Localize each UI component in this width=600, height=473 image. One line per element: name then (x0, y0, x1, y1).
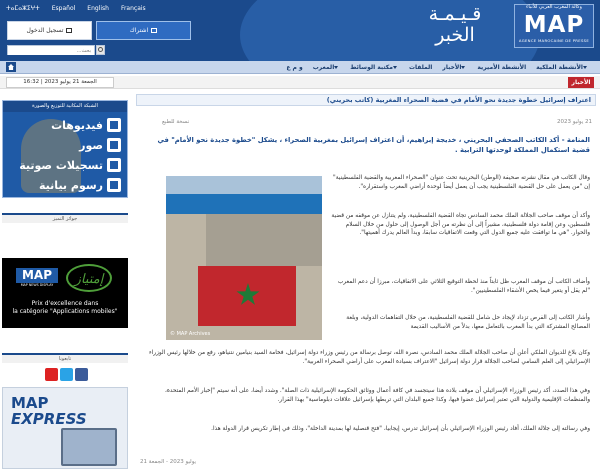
media-videos[interactable] (51, 117, 121, 133)
nav-media-library[interactable]: مكتبة الوسائط (345, 61, 404, 74)
award-text-line2: la catégorie "Applications mobiles" (12, 308, 118, 315)
search-box (7, 45, 95, 55)
image-caption: © MAP Archives (170, 331, 211, 337)
nav-files[interactable]: الملفات (408, 64, 433, 71)
chevron-down-icon (393, 66, 397, 69)
ticker-label: الأخبار (568, 77, 594, 88)
lang-spanish[interactable]: Español (51, 5, 76, 12)
article (136, 94, 596, 473)
follow-us-title: تابعونا (2, 353, 128, 363)
media-photos[interactable] (79, 137, 121, 153)
award-text-line1: Prix d'excellence dans (31, 300, 99, 307)
article-paragraph: وأضاف الكاتب أن موقف المغرب ظل ثابتاً منذ لحظة التوقيع الثلاثي على الاتفاقيات، مبرزا أن دعم المغرب "لم يقل أو يتغير فيما يخص الأشقاء الفلسطينيين". (337, 279, 590, 294)
award-map-sub: MAP NEWS DISPLAY (20, 283, 54, 287)
awards-title: جوائز التميز (2, 213, 128, 223)
search-input[interactable] (8, 47, 94, 55)
logo-subtitle: AGENCE MAROCAINE DE PRESSE (518, 38, 590, 43)
login-button[interactable] (7, 21, 92, 40)
article-paragraph: وأشار الكاتب إلى الفرص تزداد لإيجاد حل شامل للقضية الفلسطينية، من خلال التفاهمات الدولية، وبلغة المصالح المشتركة التي بدأ المغرب بالتعامل معها، بدلاً من الأساليب القديمة (346, 315, 590, 330)
home-icon[interactable] (6, 62, 16, 72)
article-paragraph: وفي رسالته إلى جلالة الملك، أفاد رئيس الوزراء الإسرائيلي بأن إسرائيل تدرس، إيجابيا، "فتح قنصلية لها بمدينة الداخلة"، وذلك في إطار تكريس قرار الدولة هذا. (211, 426, 590, 432)
image-town (206, 214, 322, 266)
twitter-icon[interactable] (60, 368, 73, 381)
award-map-logo: MAP (16, 268, 58, 283)
logo-caption: وكالة المغرب العربي للأنباء (526, 4, 582, 10)
ticker-date: الجمعة 21 يوليو 2023 | 16:32 (6, 77, 114, 88)
search-icon (98, 47, 103, 52)
media-infographics-label: رسوم بيانية (39, 178, 103, 192)
video-icon (107, 118, 121, 132)
express-word-text: EXPRESS (11, 410, 87, 428)
sidebar (0, 100, 130, 473)
award-emtiaz-logo: إمتياز (66, 264, 112, 292)
media-videos-label: فيديوهات (51, 118, 103, 132)
media-library-block (2, 100, 128, 198)
nav-map[interactable]: و م ع (286, 64, 303, 71)
user-icon (151, 28, 157, 33)
article-paragraph: وقال الكاتب في مقال نشرته صحيفة (الوطن) البحرينية تحت عنوان "الصحراء المغربية والقضية الفلسطينية" إن "من يعمل على حل القضية الفلسطينية يجب أن يعمل أيضاً لوحدة أراضي المغرب واستقراره". (333, 175, 590, 190)
brand-title-bottom: الخبر (435, 24, 475, 46)
article-paragraph: وأكد أن موقف صاحب الجلالة الملك محمد السادس تجاه القضية الفلسطينية، ولم يتنازل عن موقفه من قضية فلسطين، وعن إقامة دولة فلسطينية، مشيراً إلى أن نظرته من أجل الوصول إلى حلول من خلال السلام والحوار. "هي ما توافقت عليه جميع الدول التي وقعت الاتفاقيات سابقا، وبدأ العالم يدرك أهميتها". (331, 213, 590, 237)
article-paragraph: وفي هذا الصدد، أكد رئيس الوزراء الإسرائيلي أن موقف بلاده هذا سيتجسد في كافة أعمال ووثائق الحكومة الإسرائيلية ذات الصلة". وشدد أيضا، على أنه سيتم "إخبار الأمم المتحدة، والمنظمات الإقليمية والدولية التي تعتبر إسرائيل عضوا فيها، وكذا جميع البلدان التي تربطها بإسرائيل علاقات دبلوماسية" بهذا القرار. (164, 388, 590, 403)
article-footer-date: 21 يوليو 2023 - الجمعة (140, 459, 197, 465)
media-library-title: الشبكة المكانية للتوزيع والصورة (3, 101, 127, 112)
article-date: 21 يوليو 2023 (556, 119, 592, 125)
express-map-text: MAP (11, 394, 49, 412)
youtube-icon[interactable] (45, 368, 58, 381)
brand-title-top: قـيـمـة (428, 3, 482, 25)
media-photos-label: صور (79, 138, 103, 152)
social-links (45, 368, 88, 381)
chevron-down-icon (461, 66, 465, 69)
nav-royal-activities[interactable]: الأنشطة الملكية (531, 61, 594, 74)
article-lead: المنامة - أكد الكاتب الصحفي البحريني ، خديجة إبراهيم، أن اعتراف إسرائيل بمغربية الصحراء ، يشكل "خطوة جديدة نحو الأمام" في قضية استكمال المملكة لوحدتها الترابية . (157, 136, 590, 154)
nav-items (281, 61, 594, 74)
chevron-down-icon (334, 66, 338, 69)
media-infographics[interactable] (39, 177, 121, 193)
nav-news[interactable]: الأخبار (437, 61, 472, 74)
subscribe-label: اشتراك (129, 27, 149, 34)
article-image[interactable] (166, 176, 322, 340)
media-audio[interactable] (19, 157, 121, 173)
news-ticker (0, 76, 600, 89)
facebook-icon[interactable] (75, 368, 88, 381)
nav-princely-activities[interactable]: الأنشطة الأميرية (477, 64, 527, 71)
lock-icon (66, 28, 72, 33)
image-sea (166, 194, 322, 214)
chevron-down-icon (583, 66, 587, 69)
camera-icon (107, 138, 121, 152)
device-icon (61, 428, 117, 466)
logo-text: MAP (523, 12, 585, 38)
lang-french[interactable]: Français (120, 5, 146, 12)
subscribe-button[interactable] (96, 21, 191, 40)
site-header (0, 0, 600, 61)
search-button[interactable] (96, 45, 105, 55)
map-express-banner[interactable] (2, 387, 128, 469)
lang-amazigh[interactable]: ⵜⴰⵎⴰⵣⵉⵖⵜ (6, 5, 40, 12)
article-paragraph: وكان بلاغ للديوان الملكي أعلن أن صاحب الجلالة الملك محمد السادس، نصره الله، توصل برسالة من رئيس وزراء دولة إسرائيل، فخامة السيد بنيامين نتنياهو، رفع من خلالها رئيس الوزراء الإسرائيلي إلى العلم السامي لصاحب الجلالة قرار دولة إسرائيل "الاعتراف بسيادة المغرب على أراضي الصحراء الغربية". (148, 350, 590, 365)
lang-english[interactable]: English (87, 5, 109, 12)
main-nav (0, 61, 600, 74)
login-label: تسجيل الدخول (26, 27, 64, 34)
media-audio-label: تسجيلات صوتية (19, 158, 103, 172)
print-link[interactable]: نسخة للطبع (162, 119, 190, 125)
headline-bar (136, 94, 596, 106)
language-bar (6, 4, 146, 14)
award-banner[interactable] (2, 258, 128, 328)
chart-icon (107, 178, 121, 192)
award-text (6, 300, 124, 316)
article-headline: اعتراف إسرائيل خطوة جديدة نحو الأمام في قضية الصحراء المغربية (كاتب بحريني) (326, 96, 591, 104)
nav-morocco[interactable]: المغرب (308, 61, 345, 74)
microphone-icon (107, 158, 121, 172)
